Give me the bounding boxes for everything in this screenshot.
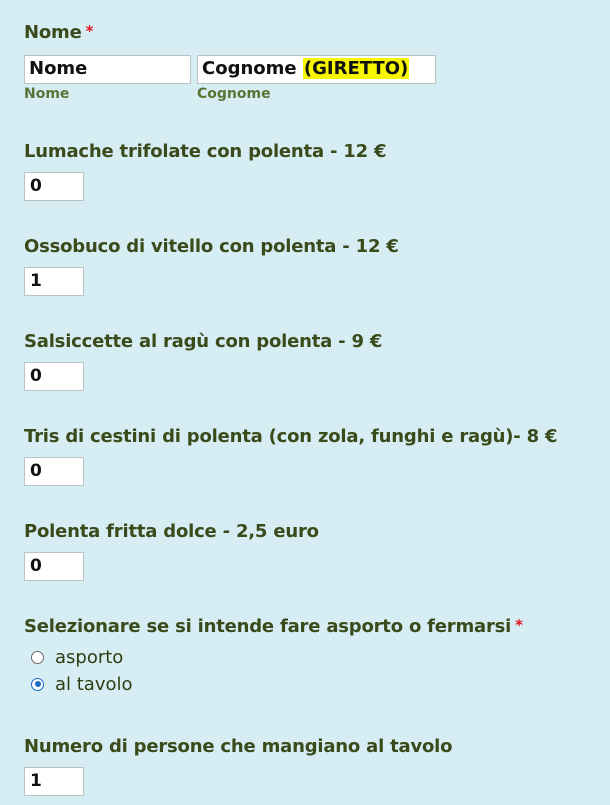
first-name-sublabel: Nome xyxy=(24,86,70,102)
dish-label-polenta-fritta: Polenta fritta dolce - 2,5 euro xyxy=(24,521,319,542)
radio-label-al-tavolo[interactable]: al tavolo xyxy=(55,673,133,695)
dish-quantity-tris[interactable]: 0 xyxy=(24,457,84,486)
last-name-value: Cognome xyxy=(202,58,297,79)
first-name-input[interactable] xyxy=(24,55,191,84)
people-count-label: Numero di persone che mangiano al tavolo xyxy=(24,736,453,757)
last-name-sublabel: Cognome xyxy=(197,86,271,102)
dish-label-ossobuco: Ossobuco di vitello con polenta - 12 € xyxy=(24,236,399,257)
required-asterisk: * xyxy=(85,22,94,40)
dish-quantity-ossobuco[interactable]: 1 xyxy=(24,267,84,296)
dish-quantity-salsiccette[interactable]: 0 xyxy=(24,362,84,391)
radio-button-asporto[interactable] xyxy=(31,651,44,664)
dining-choice-label-text: Selezionare se si intende fare asporto o fermarsi xyxy=(24,616,512,637)
radio-button-al-tavolo[interactable] xyxy=(31,678,44,691)
dish-quantity-lumache[interactable]: 0 xyxy=(24,172,84,201)
dish-label-lumache: Lumache trifolate con polenta - 12 € xyxy=(24,141,387,162)
dining-choice-label xyxy=(24,616,523,637)
people-count-input[interactable]: 1 xyxy=(24,767,84,796)
name-label xyxy=(24,22,93,43)
radio-option-asporto[interactable] xyxy=(31,646,123,668)
last-name-highlight: (GIRETTO) xyxy=(303,58,409,79)
last-name-input[interactable] xyxy=(197,55,436,84)
name-label-text: Nome xyxy=(24,22,82,43)
dish-label-tris: Tris di cestini di polenta (con zola, funghi e ragù)- 8 € xyxy=(24,426,558,447)
dish-label-salsiccette: Salsiccette al ragù con polenta - 9 € xyxy=(24,331,383,352)
dish-quantity-polenta-fritta[interactable]: 0 xyxy=(24,552,84,581)
required-asterisk: * xyxy=(515,616,523,634)
radio-option-al-tavolo[interactable] xyxy=(31,673,133,695)
radio-label-asporto[interactable]: asporto xyxy=(55,646,124,668)
first-name-value: Nome xyxy=(29,58,88,79)
